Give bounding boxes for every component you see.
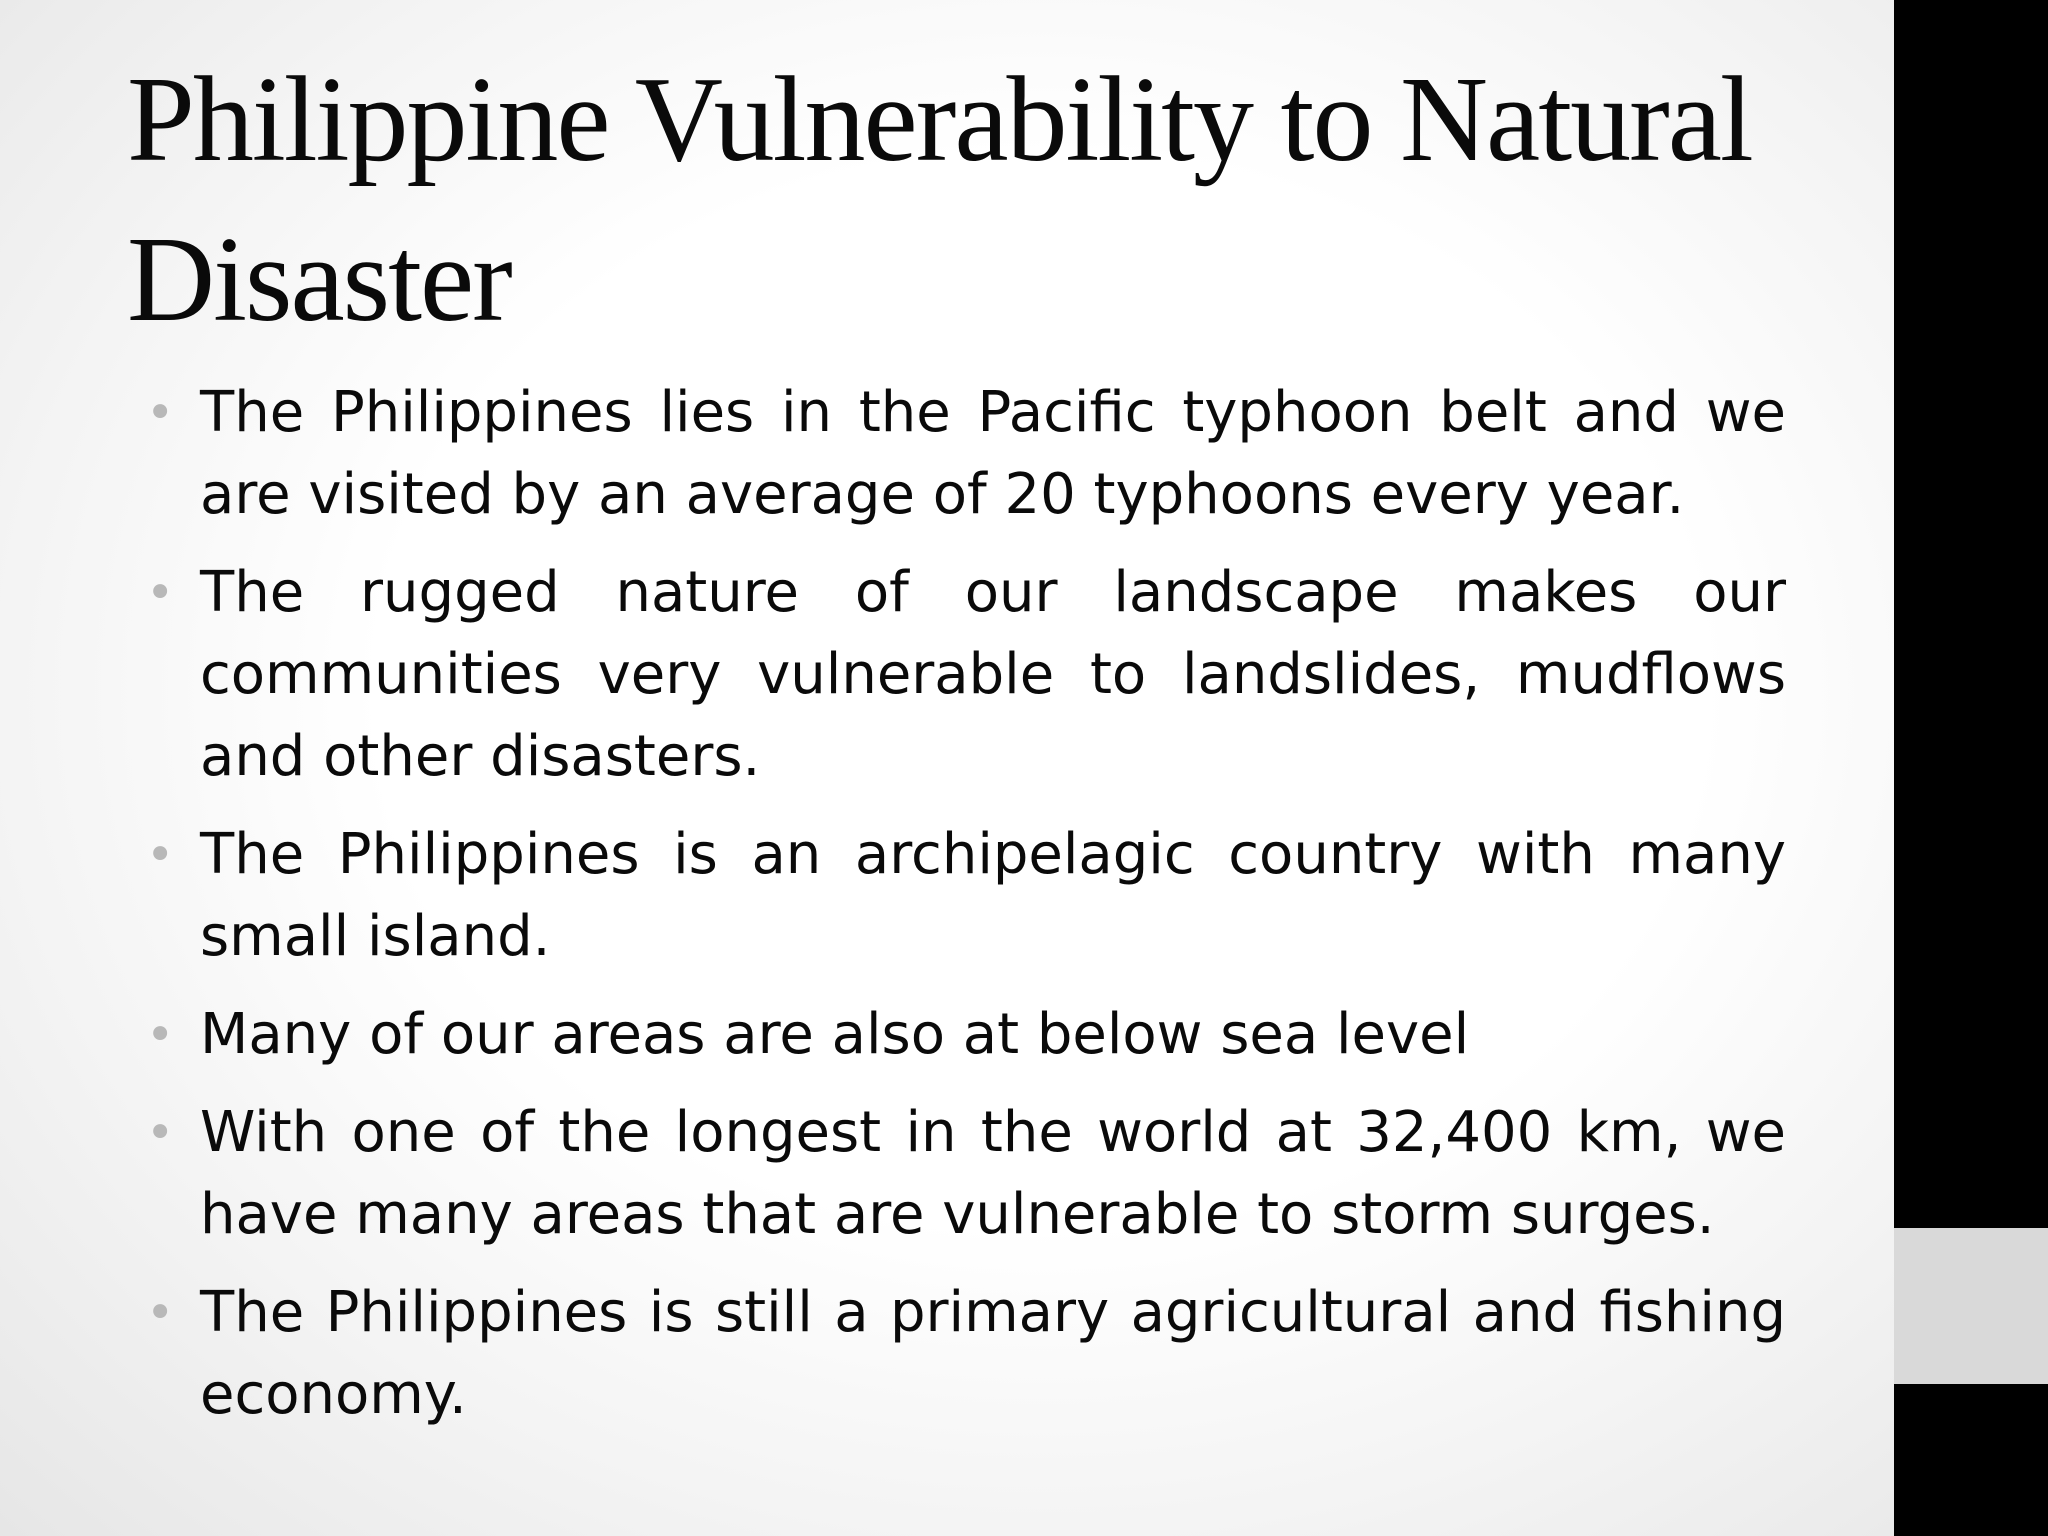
- bullet-text: The Philippines lies in the Pacific typhoon belt and we are visited by an average of 20 typhoons every year.: [200, 380, 1786, 527]
- bullet-item: [146, 814, 1786, 978]
- bullet-item: [146, 1092, 1786, 1256]
- bullet-dot-icon: •: [146, 827, 175, 883]
- bullet-dot-icon: •: [146, 1007, 175, 1063]
- bullet-item: [146, 994, 1786, 1076]
- bullet-dot-icon: •: [146, 1105, 175, 1161]
- bullet-text: The Philippines is still a primary agricultural and fishing economy.: [200, 1280, 1786, 1427]
- right-side-bar-light-block: [1894, 1228, 2048, 1384]
- bullet-item: [146, 552, 1786, 798]
- bullet-item: [146, 372, 1786, 536]
- bullet-text: The rugged nature of our landscape makes our communities very vulnerable to landslides, mudflows and other disasters.: [200, 560, 1786, 789]
- bullet-list: [0, 372, 1894, 1452]
- bullet-dot-icon: •: [146, 565, 175, 621]
- bullet-dot-icon: •: [146, 1285, 175, 1341]
- bullet-dot-icon: •: [146, 385, 175, 441]
- bullet-item: [146, 1272, 1786, 1436]
- bullet-text: Many of our areas are also at below sea level: [200, 1002, 1470, 1067]
- bullet-text: With one of the longest in the world at 32,400 km, we have many areas that are vulnerable to storm surges.: [200, 1100, 1786, 1247]
- bullet-text: The Philippines is an archipelagic country with many small island.: [200, 822, 1786, 969]
- slide-title: Philippine Vulnerability to Natural Disaster: [127, 52, 1752, 347]
